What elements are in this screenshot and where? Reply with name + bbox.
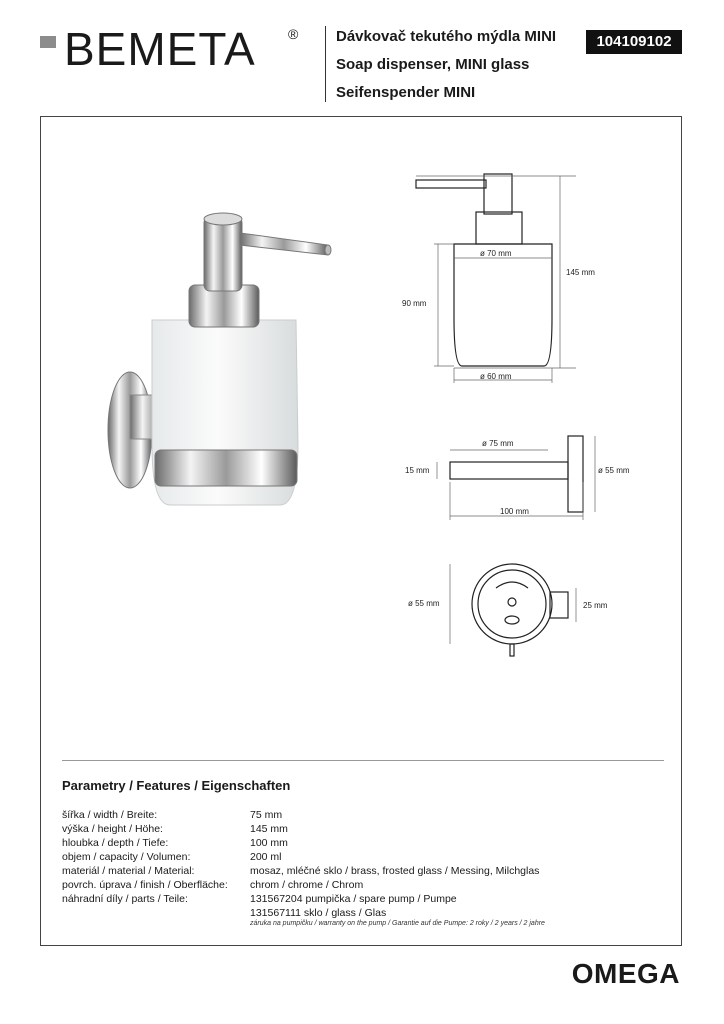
spec-row — [62, 892, 539, 906]
registered-mark: ® — [288, 26, 299, 42]
dim-height-glass: 90 mm — [402, 299, 427, 308]
spec-label: náhradní díly / parts / Teile: — [62, 893, 188, 905]
dim-holder-height: 15 mm — [405, 466, 430, 475]
back-drawing — [400, 558, 640, 663]
spec-label: materiál / material / Material: — [62, 865, 195, 877]
features-table — [62, 808, 539, 920]
spec-value: 145 mm — [250, 823, 288, 835]
warranty-note: záruka na pumpičku / warranty on the pump / Garantie auf die Pumpe: 2 roky / 2 years / 2 jahre — [250, 920, 545, 927]
spec-label: povrch. úprava / finish / Oberfläche: — [62, 879, 228, 891]
spec-row — [62, 864, 539, 878]
spec-value: 75 mm — [250, 809, 283, 821]
features-title: Parametry / Features / Eigenschaften — [62, 778, 291, 793]
product-code-badge: 104109102 — [586, 30, 682, 54]
spec-label — [62, 906, 250, 920]
dim-depth: 100 mm — [500, 507, 529, 516]
brand-logo: BEMETA — [64, 23, 256, 75]
front-drawing — [380, 168, 630, 393]
spec-label: objem / capacity / Volumen: — [62, 851, 191, 863]
spec-row — [62, 906, 539, 920]
spec-value: 100 mm — [250, 837, 288, 849]
spec-value: 200 ml — [250, 851, 282, 863]
spec-label: výška / height / Höhe: — [62, 823, 163, 835]
title-english: Soap dispenser, MINI glass — [336, 56, 530, 73]
pump-spout — [240, 233, 328, 255]
spec-value: chrom / chrome / Chrom — [250, 879, 364, 891]
holder-ring — [155, 450, 297, 486]
pump-cap — [204, 213, 242, 225]
dim-flange-diameter: ø 55 mm — [598, 466, 630, 475]
spec-row — [62, 850, 539, 864]
features-separator — [62, 760, 664, 761]
spec-value: mosaz, mléčné sklo / brass, frosted glass / Messing, Milchglas — [250, 865, 540, 877]
dim-screw-spacing: 25 mm — [583, 601, 608, 610]
spec-row — [62, 878, 539, 892]
dim-bottom-diameter: ø 60 mm — [480, 372, 512, 381]
title-czech: Dávkovač tekutého mýdla MINI — [336, 28, 557, 45]
header-divider — [325, 26, 326, 102]
pump-head — [204, 217, 242, 291]
dim-height-total: 145 mm — [566, 268, 595, 277]
dim-top-diameter: ø 70 mm — [480, 249, 512, 258]
dim-back-flange-diameter: ø 55 mm — [408, 599, 440, 608]
spec-value: 131567204 pumpička / spare pump / Pumpe — [250, 893, 457, 905]
dim-holder-diameter: ø 75 mm — [482, 439, 514, 448]
series-name: OMEGA — [571, 958, 680, 989]
title-german: Seifenspender MINI — [336, 84, 476, 101]
side-drawing — [400, 430, 640, 520]
spec-row — [62, 808, 539, 822]
product-photo — [100, 205, 340, 525]
spec-row — [62, 836, 539, 850]
spec-label: hloubka / depth / Tiefe: — [62, 837, 169, 849]
spec-value: 131567111 sklo / glass / Glas — [250, 907, 387, 919]
spec-row — [62, 822, 539, 836]
logo-mark — [40, 36, 56, 48]
spec-label: šířka / width / Breite: — [62, 809, 158, 821]
